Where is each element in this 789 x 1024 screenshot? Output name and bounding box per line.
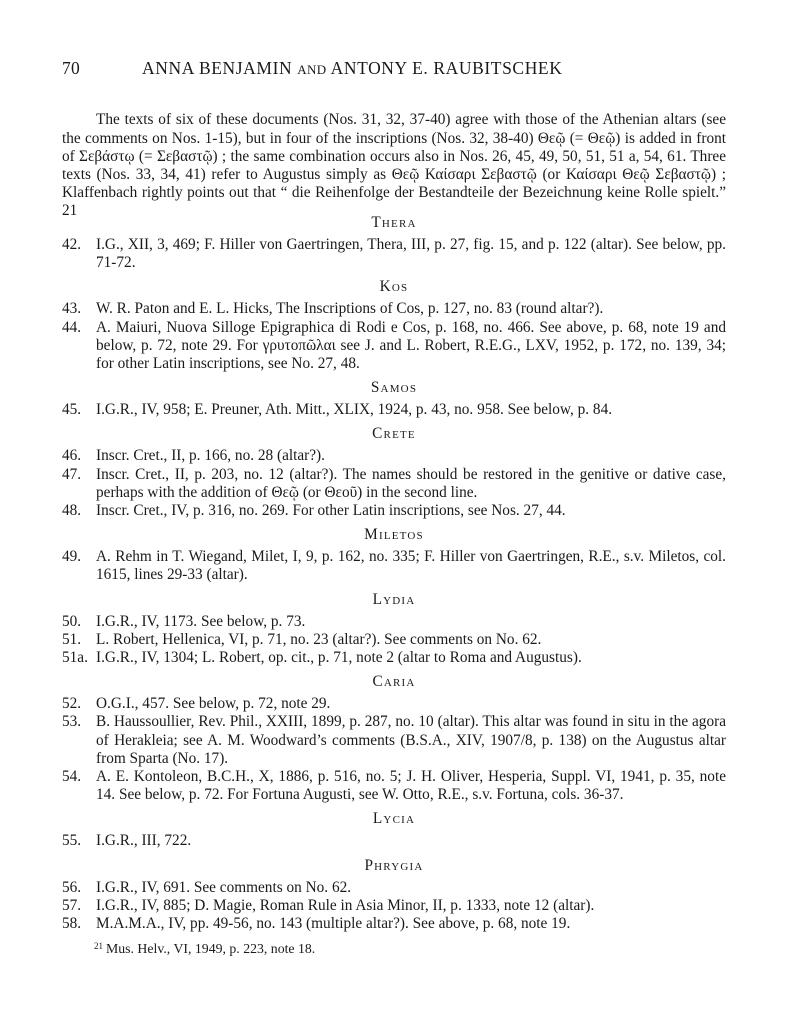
section-title: Thera xyxy=(371,214,417,231)
entry-number: 42. xyxy=(62,236,82,253)
entry-number: 45. xyxy=(62,401,82,419)
entry-number: 58. xyxy=(62,915,82,933)
entry-number: 50. xyxy=(62,612,82,630)
section-kos xyxy=(62,278,726,373)
entry-50 xyxy=(62,613,726,631)
entry-42 xyxy=(62,236,726,272)
entry-text: Inscr. Cret., II, p. 166, no. 28 (altar?). xyxy=(96,447,325,465)
entry-number: 47. xyxy=(62,465,82,483)
section-title: Crete xyxy=(372,425,416,443)
author-conjunction: AND xyxy=(297,62,327,77)
entry-49 xyxy=(62,548,726,584)
section-phrygia xyxy=(62,857,726,934)
entry-text: B. Haussoullier, Rev. Phil., XXIII, 1899, p. 287, no. 10 (altar). This altar was found in situ in the agora of Herakleia; see A. M. Woodward’s comments (B.S.A., XIV, 1907/8, p. 138) on the Augustus altar from Sparta (No. 17). xyxy=(96,713,726,767)
author-2: ANTONY E. RAUBITSCHEK xyxy=(330,58,563,78)
section-thera xyxy=(62,214,726,272)
section-title: Samos xyxy=(370,379,418,397)
entry-51 xyxy=(62,631,726,649)
entry-number: 48. xyxy=(62,502,82,520)
entry-47 xyxy=(62,466,726,502)
entry-number: 51a. xyxy=(62,649,88,667)
entry-text: I.G.R., IV, 885; D. Magie, Roman Rule in Asia Minor, II, p. 1333, note 12 (altar). xyxy=(96,896,595,914)
entry-text: A. Rehm in T. Wiegand, Milet, I, 9, p. 162, no. 335; F. Hiller von Gaertringen, R.E., s.v. Miletos, col. 1615, lines 29-33 (altar). xyxy=(96,548,726,584)
entry-number: 49. xyxy=(62,548,82,566)
running-header xyxy=(62,58,726,82)
section-samos xyxy=(62,379,726,419)
entry-51a xyxy=(62,649,726,667)
page-number: 70 xyxy=(62,58,81,78)
entry-text: I.G.R., IV, 958; E. Preuner, Ath. Mitt., XLIX, 1924, p. 43, no. 958. See below, p. 84. xyxy=(96,401,613,419)
entry-text: I.G.R., IV, 1173. See below, p. 73. xyxy=(96,612,306,630)
entry-52 xyxy=(62,695,726,713)
entry-number: 51. xyxy=(62,630,82,648)
entry-57 xyxy=(62,897,726,915)
section-title: Phrygia xyxy=(364,856,424,874)
inscription-list xyxy=(62,214,726,939)
section-title: Miletos xyxy=(364,526,424,544)
section-caria xyxy=(62,673,726,804)
entry-number: 56. xyxy=(62,878,82,896)
entry-text: I.G.R., III, 722. xyxy=(96,832,192,850)
footnote-text: Mus. Helv., VI, 1949, p. 223, note 18. xyxy=(106,941,316,956)
section-title: Lycia xyxy=(372,810,416,828)
entry-text: O.G.I., 457. See below, p. 72, note 29. xyxy=(96,695,331,713)
entry-number: 44. xyxy=(62,318,82,336)
entry-text: Inscr. Cret., IV, p. 316, no. 269. For other Latin inscriptions, see Nos. 27, 44. xyxy=(96,502,566,520)
entry-text: I.G.R., IV, 1304; L. Robert, op. cit., p. 71, note 2 (altar to Roma and Augustus). xyxy=(96,649,582,667)
entry-text: M.A.M.A., IV, pp. 49-56, no. 143 (multiple altar?). See above, p. 68, note 19. xyxy=(96,915,571,933)
running-title xyxy=(142,58,562,79)
entry-text: I.G.R., IV, 691. See comments on No. 62. xyxy=(96,878,352,896)
entry-45 xyxy=(62,401,726,419)
entry-text: W. R. Paton and E. L. Hicks, The Inscriptions of Cos, p. 127, no. 83 (round altar?). xyxy=(96,300,604,318)
section-title: Kos xyxy=(379,278,409,296)
entry-48 xyxy=(62,502,726,520)
section-lydia xyxy=(62,591,726,668)
entry-53 xyxy=(62,713,726,768)
entry-number: 57. xyxy=(62,896,82,914)
intro-paragraph: The texts of six of these documents (Nos. 31, 32, 37-40) agree with those of the Athenian altars (see the comments on Nos. 1-15), but in four of the inscriptions (Nos. 32, 38-40) Θεῷ (= Θεῷ) is added in front of Σεβάστῳ (= Σεβαστῷ) ; the same combination occurs also in Nos. 26, 45, 49, 50, 51, 51 a, 54, 61. Three texts (Nos. 33, 34, 41) refer to Augustus simply as Θεῷ Καίσαρι Σεβαστῷ (or Καίσαρι Θεῷ Σεβαστῷ) ; Klaffenbach rightly points out that “ die Reihenfolge der Bestandteile der Bezeichnung keine Rolle spielt.” 21 xyxy=(62,111,726,220)
entry-44 xyxy=(62,319,726,374)
section-lycia xyxy=(62,810,726,850)
entry-number: 43. xyxy=(62,300,82,318)
entry-58 xyxy=(62,915,726,933)
entry-56 xyxy=(62,879,726,897)
entry-number: 55. xyxy=(62,832,82,850)
section-crete xyxy=(62,425,726,520)
entry-54 xyxy=(62,768,726,804)
entry-43 xyxy=(62,300,726,318)
entry-55 xyxy=(62,832,726,850)
entry-number: 54. xyxy=(62,768,82,786)
footnote xyxy=(94,938,714,957)
entry-text: A. E. Kontoleon, B.C.H., X, 1886, p. 516, no. 5; J. H. Oliver, Hesperia, Suppl. VI, 1941, p. 35, note 14. See below, p. 72. For Fortuna Augusti, see W. Otto, R.E., s.v. Fortuna, cols. 36-37. xyxy=(96,768,726,804)
entry-text: I.G., XII, 3, 469; F. Hiller von Gaertringen, Thera, III, p. 27, fig. 15, and p. 122 (altar). See below, pp. 71-72. xyxy=(96,236,726,272)
entry-text: Inscr. Cret., II, p. 203, no. 12 (altar?). The names should be restored in the genitive or dative case, perhaps with the addition of Θεῷ (or Θεοῦ) in the second line. xyxy=(96,465,726,501)
entry-number: 46. xyxy=(62,447,82,465)
entry-number: 52. xyxy=(62,695,82,713)
entry-number: 53. xyxy=(62,713,82,731)
section-title: Caria xyxy=(372,673,416,691)
author-1: ANNA BENJAMIN xyxy=(142,58,293,78)
entry-text: A. Maiuri, Nuova Silloge Epigraphica di Rodi e Cos, p. 168, no. 466. See above, p. 68, note 19 and below, p. 72, note 29. For γρυτοπῶλαι see J. and L. Robert, R.E.G., LXV, 1952, p. 172, no. 139, 34; for other Latin inscriptions, see No. 27, 48. xyxy=(96,318,726,373)
footnote-marker: 21 xyxy=(94,941,103,951)
entry-46 xyxy=(62,447,726,465)
entry-text: L. Robert, Hellenica, VI, p. 71, no. 23 (altar?). See comments on No. 62. xyxy=(96,630,542,648)
section-miletos xyxy=(62,526,726,584)
section-title: Lydia xyxy=(372,590,416,608)
